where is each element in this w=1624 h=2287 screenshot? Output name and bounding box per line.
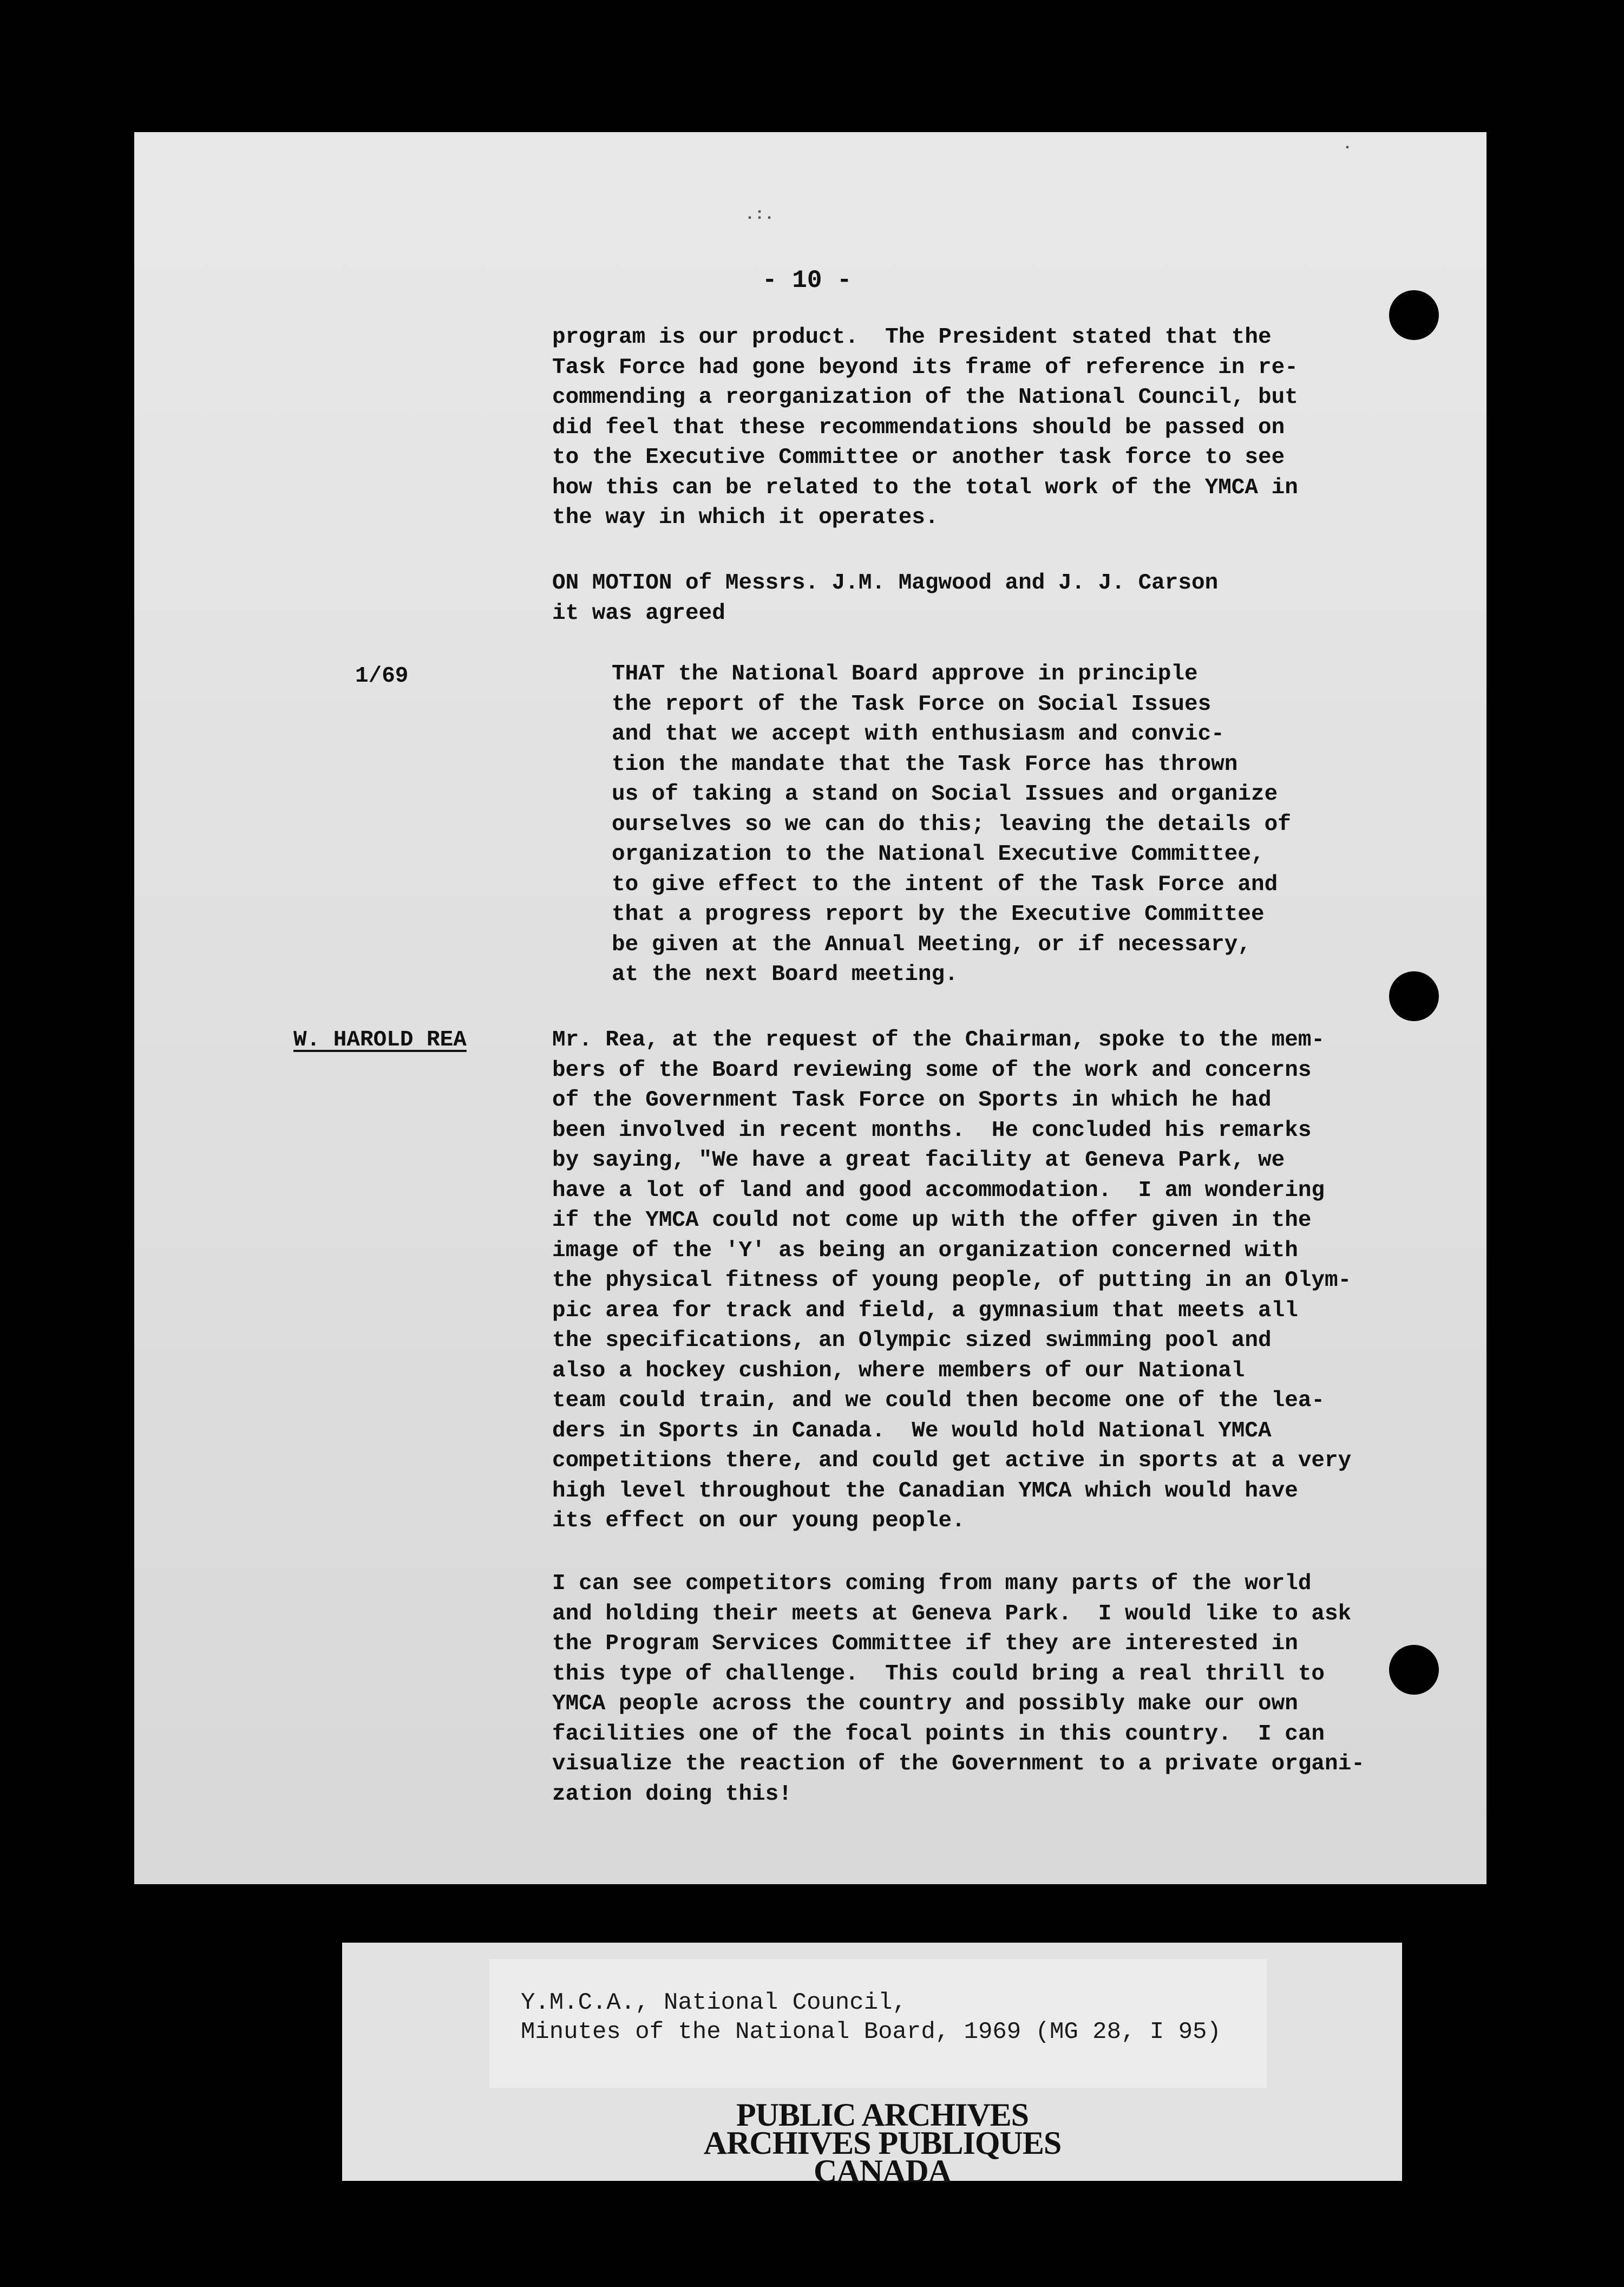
paragraph-program: program is our product. The President stated that the Task Force had gone beyond its frame of reference in re- commending a reorganization of the National Council, but did feel that these recommendations should be passed on to the Executive Committee or another task force to see how this can be related to the total work of the YMCA in the way in which it operates. [552,325,1298,530]
archive-reference [521,1988,1221,2047]
archive-line-1: Y.M.C.A., National Council, [521,1989,907,2016]
stamp-line-3: CANADA [814,2153,951,2189]
motion-text: ON MOTION of Messrs. J.M. Magwood and J. J. Carson it was agreed [552,571,1219,626]
punch-hole [1389,971,1439,1021]
punch-hole [1389,290,1439,340]
scan-specks: .:. [745,206,775,224]
archives-stamp [677,2097,1088,2189]
page-number: - 10 - [762,266,852,295]
scan-specks: . [1343,135,1353,154]
archive-line-2: Minutes of the National Board, 1969 (MG 28, I 95) [521,2018,1221,2046]
resolution-text: THAT the National Board approve in principle the report of the Task Force on Social Issues and that we accept with enthusiasm and convic- tion the mandate that the Task Force has thrown us of taking a stand on Social Issues and organize ourselves so we can do this; leaving the details of organization to the National Executive Committee, to give effect to the intent of the Task Force and that a progress report by the Executive Committee be given at the Annual Meeting, or if necessary, at the next Board meeting. [612,662,1291,987]
stamp-line-1: PUBLIC ARCHIVES [736,2097,1029,2133]
side-heading: W. HAROLD REA [293,1028,467,1053]
stamp-line-2: ARCHIVES PUBLIQUES [703,2125,1062,2161]
resolution-number: 1/69 [355,664,409,689]
punch-hole [1389,1645,1439,1695]
paragraph-rea-remarks: Mr. Rea, at the request of the Chairman, spoke to the mem- bers of the Board reviewing some of the work and concerns of the Government Task Force on Sports in which he had been involved in recent months. He concluded his remarks by saying, "We have a great facility at Geneva Park, we have a lot of land and good accommodation. I am wondering if the YMCA could not come up with the offer given in the image of the 'Y' as being an organization concerned with the physical fitness of young people, of putting in an Olym- pic area for track and field, a gymnasium that meets all the specifications, an Olympic sized swimming pool and also a hockey cushion, where members of our National team could train, and we could then become one of the lea- ders in Sports in Canada. We would hold National YMCA competitions there, and could get active in sports at a very high level throughout the Canadian YMCA which would have its effect on our young people. [552,1028,1352,1533]
paragraph-competitors: I can see competitors coming from many parts of the world and holding their meets at Geneva Park. I would like to ask the Program Services Committee if they are interested in this type of challenge. This could bring a real thrill to YMCA people across the country and possibly make our own facilities one of the focal points in this country. I can visualize the reaction of the Government to a private organi- zation doing this! [552,1571,1365,1807]
